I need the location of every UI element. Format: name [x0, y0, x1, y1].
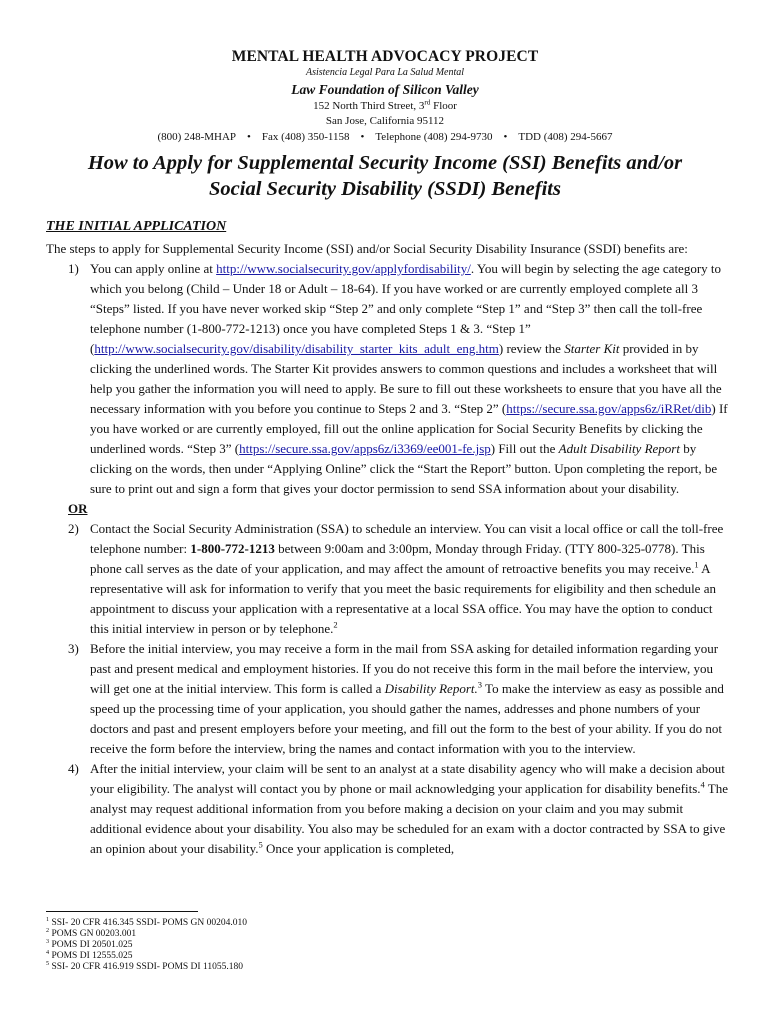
letterhead: [0, 47, 770, 145]
item-text: Once your application is completed,: [262, 841, 455, 856]
item-text: provided in by clicking the underlined words. The Starter Kit provides answers to common questions and includes a worksheet that will help you gather the information you will need to apply. Be sure to fill out these worksheets to ensure that you have all the necessary information with you before you continue to Steps 2 and 3. “Step 2” (: [90, 341, 722, 416]
item-text: by clicking on the words, then under “Applying Online” click the “Start the Report” button. Upon completing the report, be sure to print out and sign a form that gives your doctor permission to send SSA information about your disability.: [90, 441, 718, 496]
address-floor-sup: rd: [424, 98, 431, 107]
item-text: ) review the: [498, 341, 565, 356]
section-intro: The steps to apply for Supplemental Security Income (SSI) and/or Social Security Disability Insurance (SSDI) benefits are:: [46, 241, 688, 256]
footnote-ref: 2: [333, 619, 338, 630]
item-body: [90, 759, 736, 859]
item-number: 2): [68, 521, 79, 536]
list-item: [46, 519, 736, 639]
footnote-number: 2: [46, 927, 50, 934]
document-title: [0, 150, 770, 202]
item-body: [90, 259, 736, 499]
title-line-1: How to Apply for Supplemental Security Income (SSI) Benefits and/or: [87, 152, 683, 174]
step-2-link[interactable]: https://secure.ssa.gov/apps6z/iRRet/dib: [506, 401, 712, 416]
footnote-text: POMS DI 12555.025: [49, 951, 133, 961]
footnote-text: POMS GN 00203.001: [49, 929, 137, 939]
list-item: [46, 759, 736, 859]
org-name: MENTAL HEALTH ADVOCACY PROJECT: [231, 48, 539, 65]
footnote: [46, 940, 247, 951]
footnote: [46, 962, 247, 973]
footnote-ref: 5: [258, 839, 263, 850]
footnote-ref: 4: [700, 779, 705, 790]
footnote: [46, 951, 247, 962]
item-body: [90, 639, 736, 759]
item-text: ) If you have worked or are currently employed, fill out the online application for Social Security Benefits by clicking the underlined words. “Step 3” (: [90, 401, 728, 456]
contact-line: [0, 129, 770, 145]
footnote-ref: 3: [477, 679, 483, 690]
address-street: [0, 99, 770, 114]
footnote-number: 4: [46, 949, 50, 956]
item-text: . You will begin by selecting the age category to which you belong (Child – Under 18 or Adult – 18-64). If you have worked or are currently employed complete all 3 “Steps” listed. If you have never worked skip “Step 2” and only complete “Step 1” and “Step 3” then call the toll-free telephone number (1-800-772-1213) once you have completed Steps 1 & 3. “Step 1” (: [90, 261, 722, 356]
starter-kit-link[interactable]: http://www.socialsecurity.gov/disability/disability_starter_kits_adult_eng.htm: [94, 341, 499, 356]
item-number: 3): [68, 641, 79, 656]
address-floor-text: Floor: [430, 100, 457, 112]
separator-bullet: •: [247, 131, 251, 143]
item-text: You can apply online at: [90, 261, 217, 276]
apply-online-link[interactable]: http://www.socialsecurity.gov/applyfordisability/: [216, 261, 471, 276]
fax-number: Fax (408) 350-1158: [261, 131, 350, 143]
item-text: The analyst may request additional information from you before making a decision on your claim and you may submit additional evidence about your disability. You also may be scheduled for an exam with a doctor contracted by SSA to give an opinion about your disability.: [90, 781, 728, 856]
steps-list: [46, 259, 736, 859]
item-text: Contact the Social Security Administration (SSA) to schedule an interview. You can visit a local office or call the toll-free telephone number:: [90, 521, 724, 556]
adult-disability-report-term: Adult Disability Report: [558, 441, 680, 456]
footnote-number: 1: [46, 916, 50, 923]
org-tagline: Asistencia Legal Para La Salud Mental: [305, 67, 465, 78]
separator-bullet: •: [503, 131, 508, 143]
starter-kit-term: Starter Kit: [564, 341, 620, 356]
title-line-2: Social Security Disability (SSDI) Benefits: [209, 178, 561, 200]
item-body: [90, 519, 736, 639]
item-text: Before the initial interview, you may receive a form in the mail from SSA asking for detailed information regarding your past and present medical and employment histories. If you do not receive this form in the mail before the interview, you will get one at the initial interview. This form is called a: [90, 641, 719, 696]
footnote: [46, 929, 247, 940]
footnote-text: POMS DI 20501.025: [49, 940, 133, 950]
tdd-number: TDD (408) 294-5667: [518, 131, 613, 143]
section-heading: THE INITIAL APPLICATION: [46, 219, 227, 234]
address-city: San Jose, California 95112: [325, 115, 445, 127]
item-text: To make the interview as easy as possible and speed up the processing time of your application, you should gather the names, addresses and phone numbers of your doctors and past and present employers before your meeting, and fill out the form to the best of your ability. If you do not receive the form before the interview, bring the names and contact information with you to the interview.: [90, 681, 724, 756]
footnote-divider: [46, 911, 198, 912]
or-divider: OR: [68, 501, 88, 516]
item-text: A representative will ask for information to verify that you meet the basic requirements for eligibility and then schedule an appointment to discuss your application with a representative at a local SSA office. You may have the option to conduct this initial interview in person or by telephone.: [90, 561, 716, 636]
item-number: 4): [68, 761, 79, 776]
item-text: between 9:00am and 3:00pm, Monday through Friday. (TTY 800-325-0778). This phone call serves as the date of your application, and may affect the amount of retroactive benefits you may receive.: [90, 541, 705, 576]
item-number: 1): [68, 261, 79, 276]
telephone-number: Telephone (408) 294-9730: [375, 131, 493, 143]
footnote-text: SSI- 20 CFR 416.919 SSDI- POMS DI 11055.180: [49, 962, 243, 972]
list-item: [46, 639, 736, 759]
item-text: ) Fill out the: [490, 441, 559, 456]
toll-free-number: 1-800-772-1213: [190, 541, 275, 556]
phone-mhap: (800) 248-MHAP: [157, 131, 237, 143]
separator-bullet: •: [360, 131, 365, 143]
step-3-link[interactable]: https://secure.ssa.gov/apps6z/i3369/ee001-fe.jsp: [239, 441, 491, 456]
disability-report-term: Disability Report.: [384, 681, 478, 696]
footnotes: [46, 918, 247, 973]
footnote-ref: 1: [694, 559, 699, 570]
footnote: [46, 918, 247, 929]
footnote-number: 5: [46, 960, 50, 967]
address-street-text: 152 North Third Street, 3: [313, 100, 425, 112]
law-foundation-name: Law Foundation of Silicon Valley: [291, 82, 479, 97]
footnote-text: SSI- 20 CFR 416.345 SSDI- POMS GN 00204.010: [49, 918, 248, 928]
list-item: [46, 259, 736, 499]
item-text: After the initial interview, your claim will be sent to an analyst at a state disability agency who will make a decision about your eligibility. The analyst will contact you by phone or mail acknowledging your application for disability benefits.: [90, 761, 725, 796]
footnote-number: 3: [46, 938, 50, 945]
